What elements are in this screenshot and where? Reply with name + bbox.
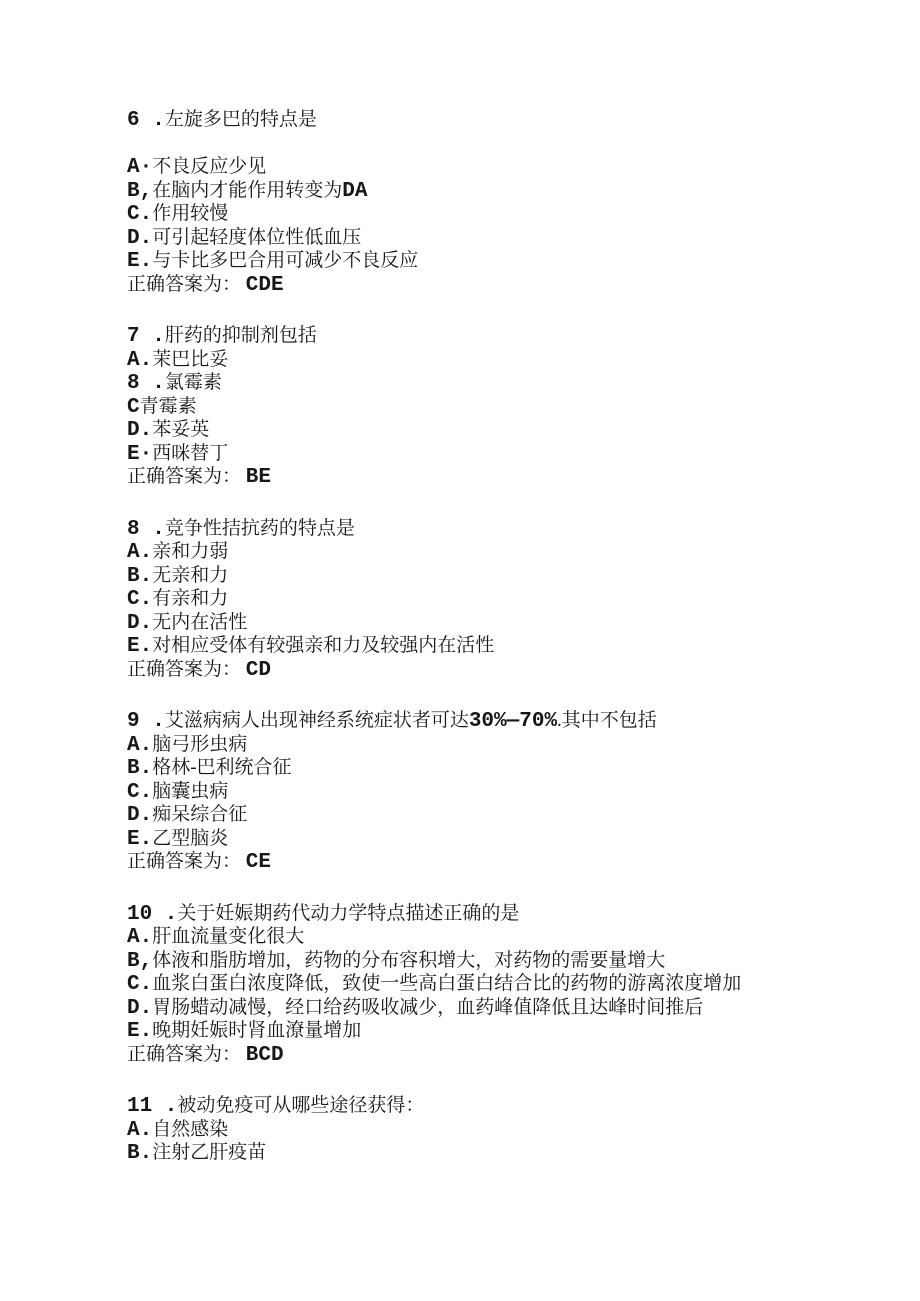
label-text: A. [127, 926, 153, 949]
body-text: 血浆白蛋白浓度降低，致使一些高白蛋白结合比的药物的游离浓度增加 [152, 973, 742, 994]
body-text: 氯霉素 [164, 372, 222, 393]
label-text: DA [342, 179, 368, 203]
answer-line [127, 850, 870, 874]
body-text: 痴呆综合征 [152, 804, 248, 825]
body-text: 胃肠蜡动减慢，经口给药吸收减少，血药峰值降低且达峰时间推后 [152, 996, 704, 1018]
body-text: 在脑内才能作用转变为 [152, 179, 343, 201]
question-8 [127, 517, 870, 682]
body-text: 体液和脂肪增加，药物的分布容积增大，对药物的需要量增大 [152, 949, 666, 971]
question-6 [127, 108, 870, 296]
body-text: 关于妊娠期药代动力学特点描述正确的是 [177, 902, 520, 924]
body-text: 对相应受体有较强亲和力及较强内在活性 [152, 635, 495, 656]
option-line [127, 756, 870, 780]
option-line [127, 179, 870, 203]
body-text: 正确答案为： [127, 851, 246, 872]
body-text: 左旋多巴的特点是 [164, 109, 317, 130]
question-title [127, 902, 870, 926]
label-text: A. [127, 1118, 153, 1142]
label-text: 6 . [127, 109, 165, 132]
option-line [127, 202, 870, 226]
body-text: 脑弓形虫病 [152, 733, 248, 755]
option-line [127, 587, 870, 611]
label-text: 7 . [127, 325, 165, 348]
label-text: BE [245, 466, 271, 489]
blank-line [127, 132, 870, 156]
body-text: 自然感染 [152, 1118, 229, 1140]
label-text: A· [127, 156, 153, 179]
label-text: 10 . [127, 902, 178, 926]
questions-list [127, 108, 870, 1165]
label-text: E. [127, 250, 153, 273]
label-text: BCD [245, 1043, 284, 1067]
label-text: D. [127, 226, 153, 250]
label-text: D. [127, 996, 153, 1020]
question-title [127, 108, 870, 132]
option-line [127, 418, 870, 442]
option-line [127, 733, 870, 757]
answer-line [127, 658, 870, 682]
option-line [127, 611, 870, 635]
answer-line [127, 465, 870, 489]
option-line [127, 442, 870, 466]
body-text: 晚期妊娠时肾血潦量增加 [152, 1020, 362, 1041]
label-text: 11 . [127, 1095, 178, 1118]
option-line [127, 780, 870, 804]
option-line [127, 827, 870, 851]
option-line [127, 371, 870, 395]
body-text: 亲和力弱 [152, 541, 229, 562]
option-line [127, 564, 870, 588]
label-text: 30%—70% [468, 710, 558, 733]
option-line [127, 803, 870, 827]
body-text: 不良反应少见 [152, 156, 267, 177]
body-text: 茉巴比妥 [152, 348, 229, 370]
label-text: CD [245, 658, 271, 682]
question-11 [127, 1094, 870, 1165]
body-text: 艾滋病病人出现神经系统症状者可达 [164, 710, 469, 731]
body-text: 可引起轻度体位性低血压 [152, 226, 362, 248]
body-text: 与卡比多巴合用可减少不良反应 [152, 250, 419, 271]
label-text: D. [127, 804, 153, 827]
body-text: 注射乙肝疫苗 [152, 1142, 267, 1163]
question-9 [127, 709, 870, 874]
question-title [127, 324, 870, 348]
label-text: B, [127, 949, 153, 973]
answer-line [127, 273, 870, 297]
option-line [127, 395, 870, 419]
option-line [127, 1019, 870, 1043]
label-text: B. [127, 564, 153, 588]
body-text: 竞争性拮抗药的特点是 [164, 517, 355, 539]
label-text: E. [127, 1020, 153, 1043]
label-text: 8 . [127, 517, 165, 541]
label-text: B, [127, 179, 153, 203]
label-text: C. [127, 780, 153, 804]
answer-line [127, 1043, 870, 1067]
body-text: 正确答案为： [127, 273, 246, 295]
body-text: 西咪替丁 [152, 442, 229, 464]
option-line [127, 155, 870, 179]
question-10 [127, 902, 870, 1067]
label-text: D. [127, 419, 153, 442]
label-text: E· [127, 442, 153, 466]
label-text: B. [127, 757, 153, 780]
label-text: CDE [245, 273, 284, 297]
label-text: E. [127, 827, 153, 851]
label-text: 9 . [127, 710, 165, 733]
body-text: 苯妥英 [152, 419, 210, 440]
question-title [127, 709, 870, 733]
body-text: 青霉素 [139, 395, 197, 417]
option-line [127, 540, 870, 564]
question-title [127, 517, 870, 541]
option-line [127, 249, 870, 273]
label-text: CE [245, 851, 271, 874]
body-text: 被动免疫可从哪些途径获得： [177, 1095, 425, 1116]
question-title [127, 1094, 870, 1118]
label-text: B. [127, 1142, 153, 1165]
question-7 [127, 324, 870, 489]
label-text: D. [127, 611, 153, 635]
option-line [127, 634, 870, 658]
option-line [127, 996, 870, 1020]
body-text: .其中不包括 [557, 710, 657, 731]
body-text: 乙型脑炎 [152, 827, 229, 849]
label-text: C. [127, 203, 153, 226]
label-text: C [127, 395, 140, 419]
body-text: 格林-巴利统合征 [152, 757, 292, 778]
body-text: 作用较慢 [152, 203, 229, 224]
body-text: 无亲和力 [152, 564, 229, 586]
body-text: 正确答案为： [127, 658, 246, 680]
label-text: A. [127, 348, 153, 372]
body-text: 正确答案为： [127, 1043, 246, 1065]
body-text: 肝药的抑制剂包括 [164, 325, 317, 346]
option-line [127, 348, 870, 372]
label-text: E. [127, 635, 153, 658]
label-text: 8 . [127, 372, 165, 395]
label-text: A. [127, 733, 153, 757]
option-line [127, 226, 870, 250]
label-text: C. [127, 588, 153, 611]
body-text: 正确答案为： [127, 466, 246, 487]
label-text: C. [127, 973, 153, 996]
option-line [127, 972, 870, 996]
option-line [127, 949, 870, 973]
label-text: A. [127, 541, 153, 564]
option-line [127, 1141, 870, 1165]
option-line [127, 925, 870, 949]
body-text: 有亲和力 [152, 588, 229, 609]
body-text: 肝血流量变化很大 [152, 926, 305, 947]
option-line [127, 1118, 870, 1142]
body-text: 脑囊虫病 [152, 780, 229, 802]
body-text: 无内在活性 [152, 611, 248, 633]
